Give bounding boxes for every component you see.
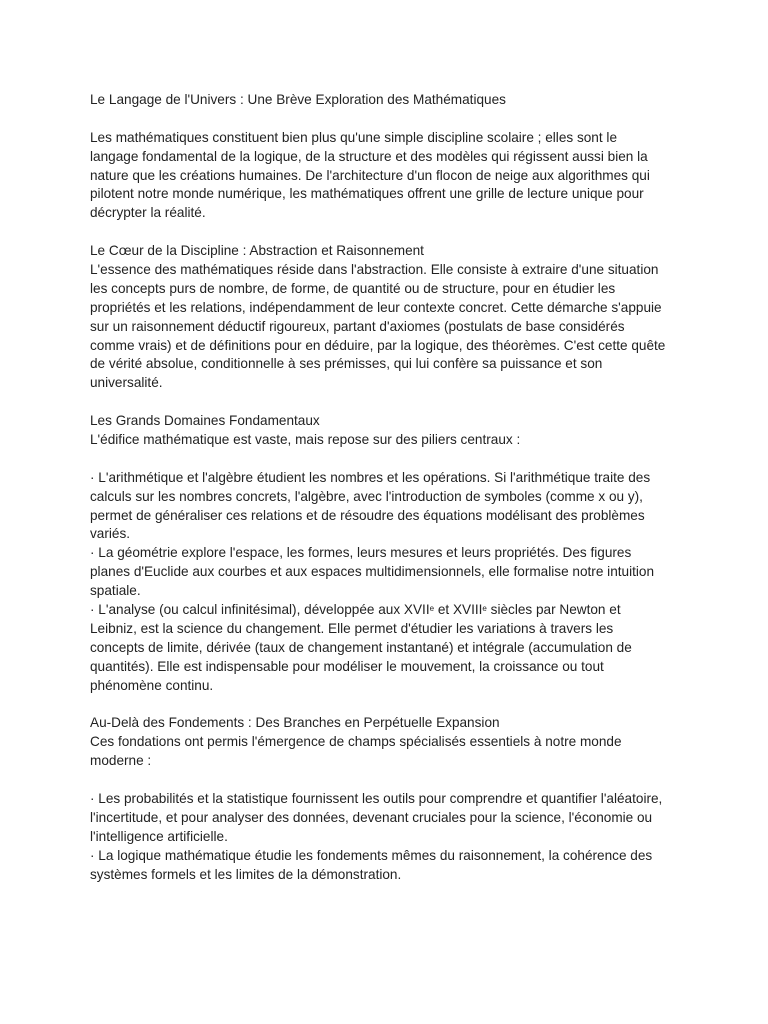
text-line: nature que les créations humaines. De l'architecture d'un flocon de neige aux algorithmes qui: [90, 167, 650, 183]
text-line: systèmes formels et les limites de la démonstration.: [90, 866, 402, 882]
superscript: e: [429, 604, 435, 614]
text-line: · L'arithmétique et l'algèbre étudient les nombres et les opérations. Si l'arithmétique traite des: [90, 469, 651, 485]
section-heading: Au-Delà des Fondements : Des Branches en Perpétuelle Expansion: [90, 715, 500, 731]
text-line: [90, 601, 686, 620]
list-item-arithmetic-algebra: [90, 469, 686, 545]
list-item-analysis: [90, 601, 686, 695]
document-title: Le Langage de l'Univers : Une Brève Exploration des Mathématiques: [90, 92, 506, 107]
text-line: quantités). Elle est indispensable pour modéliser le mouvement, la croissance ou tout: [90, 658, 604, 674]
text-fragment: siècles par Newton et: [486, 602, 621, 618]
text-line: pilotent notre monde numérique, les mathématiques offrent une grille de lecture unique pour: [90, 186, 644, 202]
text-line: de vérité absolue, conditionnelle à ses prémisses, qui lui confère sa puissance et son: [90, 356, 603, 372]
text-line: sur un raisonnement déductif rigoureux, partant d'axiomes (postulats de base considérés: [90, 318, 625, 334]
text-fragment: et XVIII: [434, 602, 483, 618]
list-item-probability: [90, 790, 686, 847]
text-line: spatiale.: [90, 583, 141, 599]
section-intro: L'édifice mathématique est vaste, mais repose sur des piliers centraux :: [90, 432, 521, 448]
text-line: planes d'Euclide aux courbes et aux espaces multidimensionnels, elle formalise notre intuition: [90, 564, 655, 580]
text-line: L'essence des mathématiques réside dans l'abstraction. Elle consiste à extraire d'une situation: [90, 262, 659, 278]
spacer: [90, 450, 686, 469]
spacer: [90, 393, 686, 412]
text-line: Ces fondations ont permis l'émergence de champs spécialisés essentiels à notre monde: [90, 734, 622, 750]
text-line: · La logique mathématique étudie les fondements mêmes du raisonnement, la cohérence des: [90, 847, 653, 863]
text-line: · Les probabilités et la statistique fournissent les outils pour comprendre et quantifier l'aléatoire,: [90, 790, 663, 806]
text-line: comme vrais) et de définitions pour en déduire, par la logique, des théorèmes. C'est cette quête: [90, 337, 666, 353]
text-line: concepts de limite, dérivée (taux de changement instantané) et intégrale (accumulation de: [90, 639, 632, 655]
spacer: [90, 223, 686, 242]
section-branches: [90, 714, 686, 884]
text-line: phénomène continu.: [90, 677, 214, 693]
text-line: calculs sur les nombres concrets, l'algèbre, avec l'introduction de symboles (comme x ou y),: [90, 488, 643, 504]
text-line: universalité.: [90, 375, 163, 391]
text-line: propriétés et les relations, indépendamment de leur contexte concret. Cette démarche s'appuie: [90, 299, 662, 315]
text-line: · La géométrie explore l'espace, les formes, leurs mesures et leurs propriétés. Des figures: [90, 545, 632, 561]
text-line: Les mathématiques constituent bien plus qu'une simple discipline scolaire ; elles sont le: [90, 129, 618, 145]
text-line: permet de généraliser ces relations et de résoudre des équations modélisant des problèmes: [90, 507, 645, 523]
text-fragment: · L'analyse (ou calcul infinitésimal), développée aux XVII: [90, 602, 430, 618]
text-line: Leibniz, est la science du changement. Elle permet d'étudier les variations à travers les: [90, 620, 614, 636]
text-line: l'intelligence artificielle.: [90, 828, 228, 844]
text-line: variés.: [90, 526, 131, 542]
superscript: e: [482, 604, 487, 614]
document-page: [90, 91, 686, 884]
text-line: langage fondamental de la logique, de la structure et des modèles qui régissent aussi bien la: [90, 148, 648, 164]
section-heading: Les Grands Domaines Fondamentaux: [90, 413, 320, 429]
section-abstraction: [90, 242, 686, 393]
text-line: les concepts purs de nombre, de forme, de quantité ou de structure, pour en étudier les: [90, 280, 616, 296]
text-line: moderne :: [90, 753, 152, 769]
list-item-logic: [90, 847, 686, 885]
intro-paragraph: [90, 129, 686, 223]
text-line: décrypter la réalité.: [90, 205, 206, 221]
section-heading: Le Cœur de la Discipline : Abstraction et Raisonnement: [90, 243, 424, 259]
spacer: [90, 771, 686, 790]
list-item-geometry: [90, 544, 686, 601]
section-domains: [90, 412, 686, 695]
spacer: [90, 110, 686, 129]
spacer: [90, 696, 686, 715]
text-line: l'incertitude, et pour analyser des données, devenant cruciales pour la science, l'économie ou: [90, 809, 653, 825]
